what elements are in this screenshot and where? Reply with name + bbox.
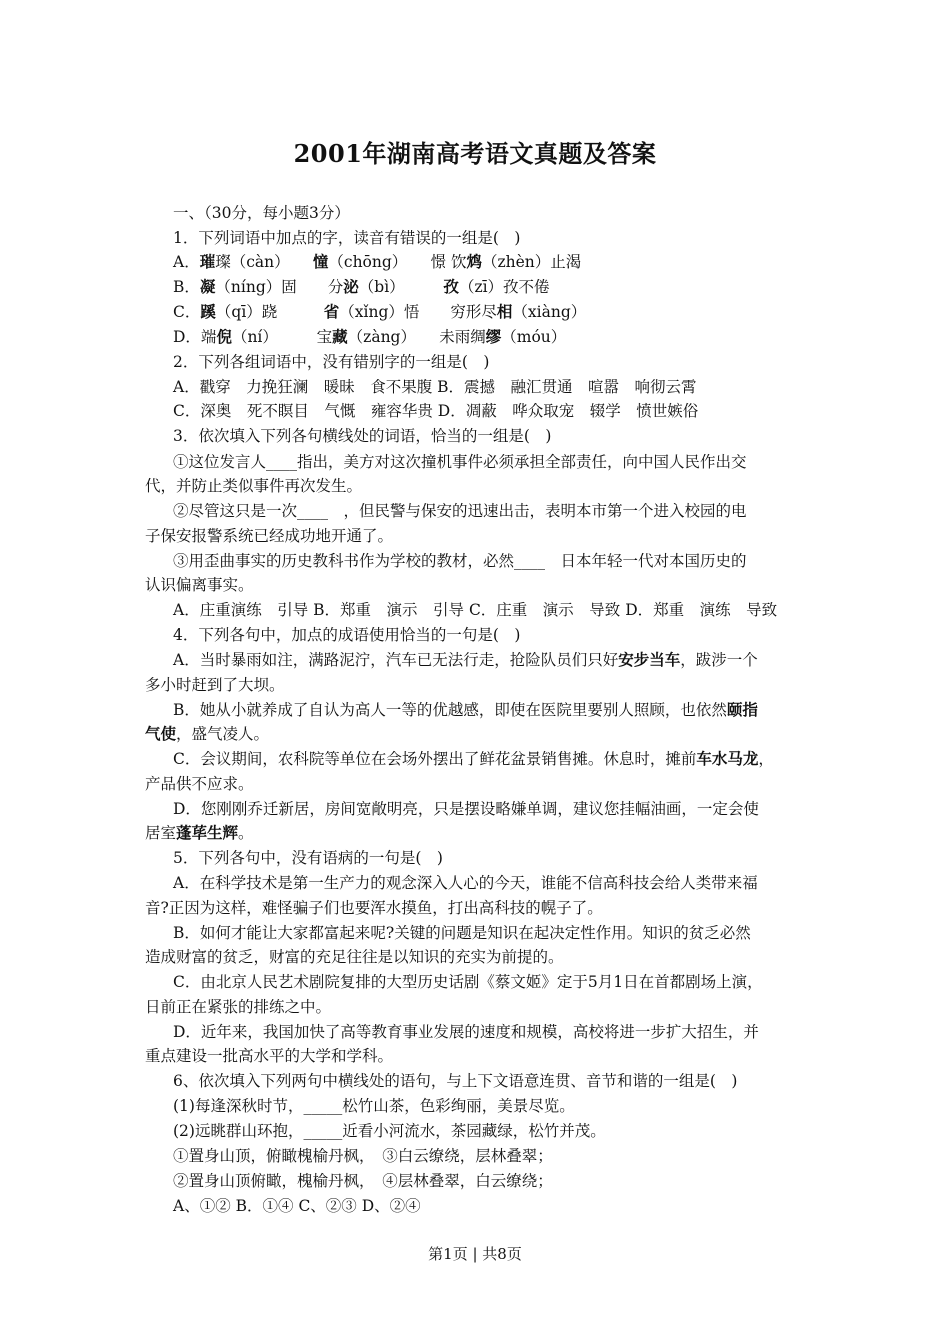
question-3-sentence-1: ①这位发言人____指出，美方对这次撞机事件必须承担全部责任，向中国人民作出交 [173, 453, 747, 471]
question-6-stem: 6、依次填入下列两句中横线处的语句，与上下文语意连贯、音节和谐的一组是( ) [173, 1072, 738, 1090]
question-5-option-a: A．在科学技术是第一生产力的观念深入人心的今天，谁能不信高科技会给人类带来福 [173, 874, 758, 892]
question-4-option-b: B．她从小就养成了自认为高人一等的优越感，即使在医院里要别人照顾，也依然颐指 [173, 700, 758, 719]
question-1-option-b: B．凝（níng）固 分泌（bì） 孜（zī）孜不倦 [173, 277, 550, 296]
question-5-option-d: D．近年来，我国加快了高等教育事业发展的速度和规模，高校将进一步扩大招生，并 [173, 1023, 759, 1041]
question-1-option-a: A．璀璨（càn） 憧（chōng） 憬 饮鸩（zhèn）止渴 [173, 252, 582, 271]
question-5-option-c: C．由北京人民艺术剧院复排的大型历史话剧《蔡文姬》定于5月1日在首都剧场上演， [173, 973, 763, 991]
question-2-options-cd: C．深奥 死不瞑目 气慨 雍容华贵 D．凋蔽 哗众取宠 辍学 愤世嫉俗 [173, 402, 699, 420]
question-4-option-c-cont: 产品供不应求。 [145, 775, 254, 793]
question-6-choices-1: ①置身山顶，俯瞰槐榆丹枫， ③白云缭绕，层林叠翠； [173, 1147, 553, 1165]
question-5-stem: 5．下列各句中，没有语病的一句是( ) [173, 849, 443, 867]
question-4-option-a: A．当时暴雨如注，满路泥泞，汽车已无法行走，抢险队员们只好安步当车，跋涉一个 [173, 650, 758, 669]
question-4-stem: 4．下列各句中，加点的成语使用恰当的一句是( ) [173, 626, 521, 644]
question-6-sentence-2: (2)远眺群山环抱，_____近看小河流水，茶园藏绿，松竹并茂。 [173, 1122, 606, 1140]
question-5-option-c-cont: 日前正在紧张的排练之中。 [145, 998, 332, 1016]
question-6-sentence-1: (1)每逢深秋时节，_____松竹山茶，色彩绚丽，美景尽览。 [173, 1097, 575, 1115]
page-title: 2001年湖南高考语文真题及答案 [293, 139, 657, 168]
question-3-sentence-3-cont: 认识偏离事实。 [145, 576, 254, 594]
question-1-stem: 1．下列词语中加点的字，读音有错误的一组是( ) [173, 229, 521, 247]
question-4-option-d-cont: 居室蓬荜生辉。 [145, 823, 254, 842]
question-1-option-d: D．端倪（ní） 宝藏（zàng） 未雨绸缪（móu） [173, 327, 567, 346]
question-3-stem: 3．依次填入下列各句横线处的词语，恰当的一组是( ) [173, 427, 552, 445]
question-3-sentence-2-cont: 子保安报警系统已经成功地开通了。 [145, 527, 394, 545]
question-4-option-c: C．会议期间，农科院等单位在会场外摆出了鲜花盆景销售摊。休息时，摊前车水马龙， [173, 749, 774, 768]
question-1-option-c: C．蹊（qī）跷 省（xǐng）悟 穷形尽相（xiàng） [173, 302, 587, 321]
question-3-sentence-2: ②尽管这只是一次____ ，但民警与保安的迅速出击，表明本市第一个进入校园的电 [173, 502, 747, 520]
question-6-options: A、①② B．①④ C、②③ D、②④ [173, 1197, 421, 1215]
question-4-option-b-cont: 气使，盛气凌人。 [145, 724, 270, 743]
question-2-stem: 2．下列各组词语中，没有错别字的一组是( ) [173, 353, 490, 371]
question-5-option-a-cont: 音?正因为这样，难怪骗子们也要浑水摸鱼，打出高科技的幌子了。 [145, 899, 603, 917]
question-3-sentence-3: ③用歪曲事实的历史教科书作为学校的教材，必然____ 日本年轻一代对本国历史的 [173, 552, 747, 570]
question-3-sentence-1-cont: 代，并防止类似事件再次发生。 [145, 477, 363, 495]
question-3-options: A．庄重演练 引导 B．郑重 演示 引导 C．庄重 演示 导致 D．郑重 演练 导致 [173, 601, 778, 619]
question-4-option-a-cont: 多小时赶到了大坝。 [145, 676, 285, 694]
question-5-option-b-cont: 造成财富的贫乏，财富的充足往往是以知识的充实为前提的。 [145, 948, 564, 966]
question-5-option-d-cont: 重点建设一批高水平的大学和学科。 [145, 1047, 394, 1065]
question-4-option-d: D．您刚刚乔迁新居，房间宽敞明亮，只是摆设略嫌单调，建议您挂幅油画，一定会使 [173, 800, 759, 818]
question-2-options-ab: A．戳穿 力挽狂澜 暖昧 食不果腹 B．震撼 融汇贯通 喧嚣 响彻云霄 [173, 378, 697, 396]
question-5-option-b: B．如何才能让大家都富起来呢?关键的问题是知识在起决定性作用。知识的贫乏必然 [173, 924, 751, 942]
section-heading: 一、（30分，每小题3分） [173, 204, 350, 222]
question-6-choices-2: ②置身山顶俯瞰，槐榆丹枫， ④层林叠翠，白云缭绕； [173, 1172, 553, 1190]
page-footer: 第1页 | 共8页 [428, 1245, 522, 1263]
